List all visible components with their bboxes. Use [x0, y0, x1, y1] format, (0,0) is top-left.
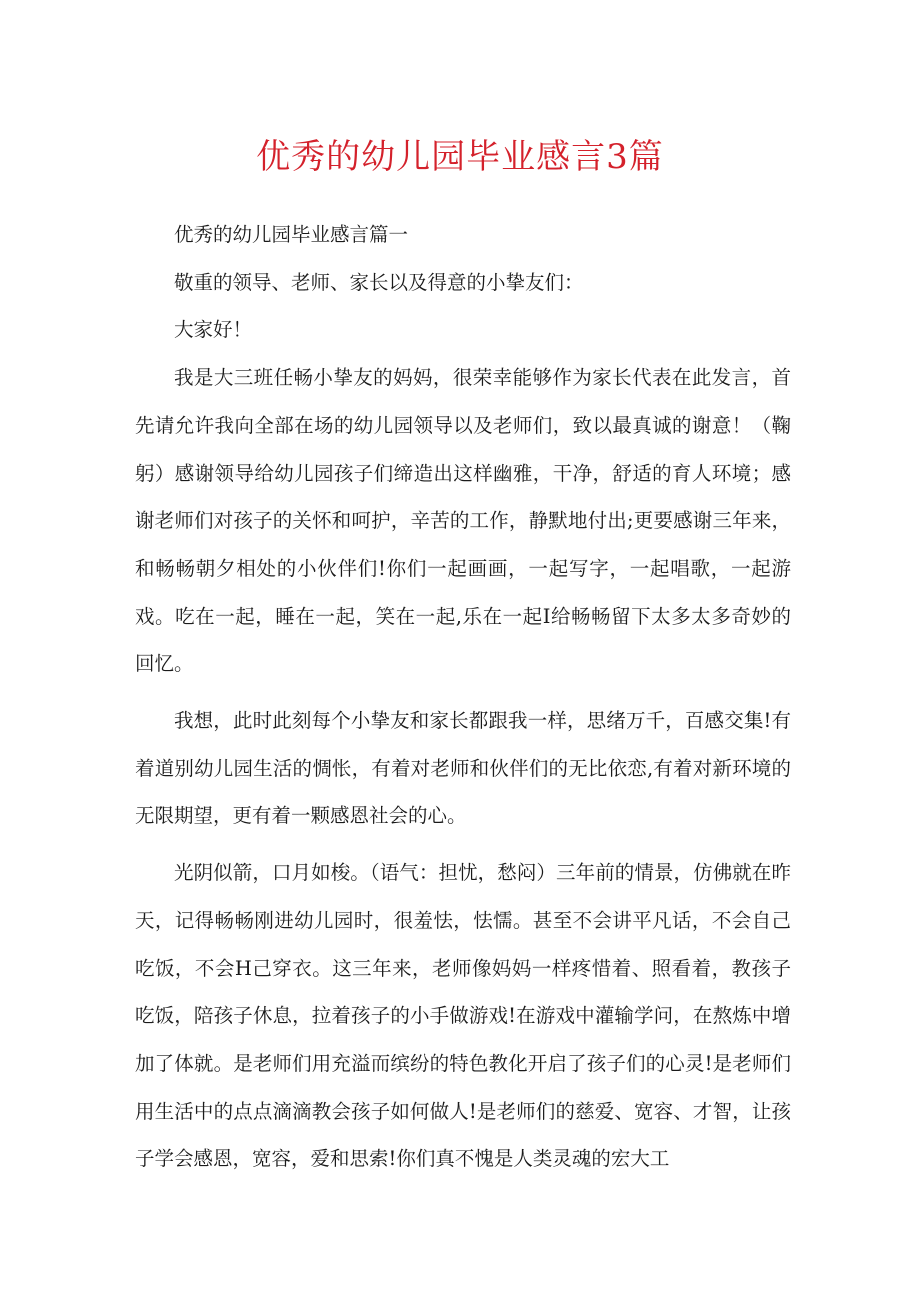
- document-title: 优秀的幼儿园毕业感言3篇: [256, 137, 664, 177]
- body-paragraph: 我想，此时此刻每个小挚友和家长都跟我一样，思绪万千，百感交集!有着道别幼儿园生活的惆怅，有着对老师和伙伴们的无比依恋,有着对新环境的无限期望，更有着一颗感恩社会的心。: [135, 709, 791, 828]
- greeting: 大家好！: [174, 318, 253, 342]
- document-body: [135, 211, 791, 1183]
- section-heading: 优秀的幼儿园毕业感言篇一: [174, 223, 409, 246]
- salutation: 敬重的领导、老师、家长以及得意的小挚友们：: [174, 270, 584, 294]
- body-paragraph: 我是大三班任畅小挚友的妈妈，很荣幸能够作为家长代表在此发言，首先请允许我向全部在场的幼儿园领导以及老师们，致以最真诚的谢意！（鞠躬）感谢领导给幼儿园孩子们缔造出这样幽雅，干净，舒适的育人环境；感谢老师们对孩子的关怀和呵护，辛苦的工作，静默地付出;更要感谢三年来，和畅畅朝夕相处的小伙伴们!你们一起画画，一起写字，一起唱歌，一起游戏。吃在一起，睡在一起，笑在一起,乐在一起I给畅畅留下太多太多奇妙的回忆。: [135, 366, 791, 676]
- body-paragraph: 光阴似箭，口月如梭。（语气：担忧，愁闷）三年前的情景，仿佛就在昨天，记得畅畅刚进幼儿园时，很羞怯，怯懦。甚至不会讲平凡话，不会自己吃饭，不会H己穿衣。这三年来，老师像妈妈一样疼惜着、照看着，教孩子吃饭，陪孩子休息，拉着孩子的小手做游戏!在游戏中灌输学问，在熬炼中增加了体就。是老师们用充溢而缤纷的特色教化开启了孩子们的心灵!是老师们用生活中的点点滴滴教会孩子如何做人!是老师们的慈爱、宽容、才智，让孩子学会感恩，宽容，爱和思索!你们真不愧是人类灵魂的宏大工: [135, 861, 791, 1171]
